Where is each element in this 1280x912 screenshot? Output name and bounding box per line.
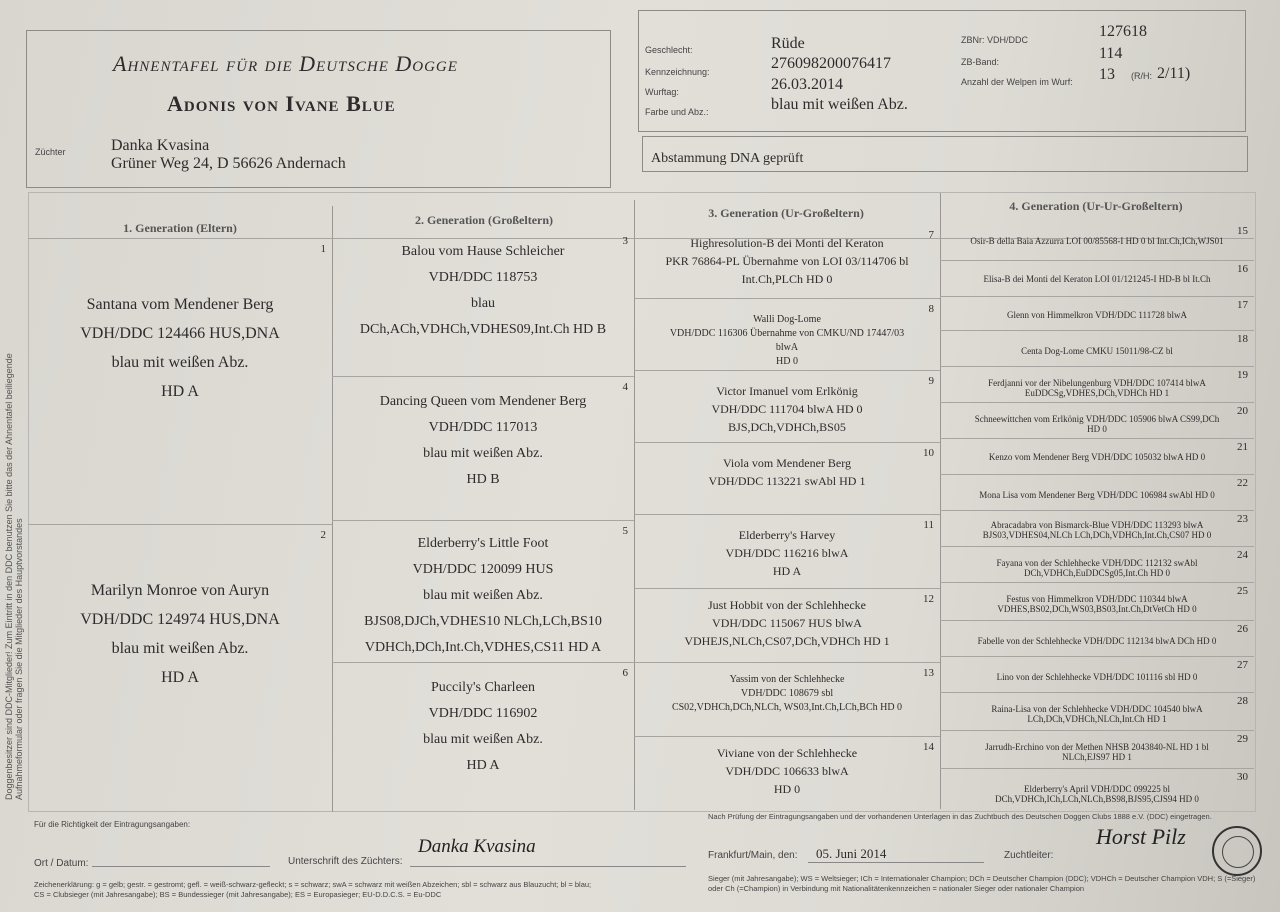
- puppies-value: 13: [1099, 66, 1115, 83]
- pedigree-entry: 26 Fabelle von der Schlehhecke VDH/DDC 112134 blwA DCh HD 0: [977, 623, 1248, 646]
- pedigree-entry: 1 Santana vom Mendener Berg VDH/DDC 124466 HUS,DNA blau mit weißen Abz. HD A: [80, 243, 326, 400]
- registrar-label: Zuchtleiter:: [1004, 850, 1054, 861]
- pedigree-entry: 28 Raina-Lisa von der Schlehhecke VDH/DDC 104540 blwA LCh,DCh,VDHCh,NLCh,Int.Ch HD 1: [991, 695, 1248, 724]
- accuracy-note: Für die Richtigkeit der Eintragungsangaben:: [34, 820, 191, 829]
- pedigree-entry: 21 Kenzo vom Mendener Berg VDH/DDC 105032 blwA HD 0: [988, 441, 1248, 462]
- legend-text-2: Sieger (mit Jahresangabe); WS = Weltsieger; ICh = Internationaler Champion; DCh = Deutscher Champion (DDC); VDHCh = Deutscher Champion VDH; S (=Sieger) oder Ch (=Champion) in Verbindung mit Nationalitätenkennzeichen = nationaler Sieger oder nationaler Champion: [708, 874, 1256, 893]
- breeder-address: Grüner Weg 24, D 56626 Andernach: [111, 155, 346, 172]
- city-date-value: 05. Juni 2014: [816, 846, 887, 861]
- generation-3-header: 3. Generation (Ur-Großeltern): [708, 206, 864, 220]
- pedigree-entry: 23 Abracadabra von Bismarck-Blue VDH/DDC 113293 blwA BJS03,VDHES04,NLCh LCh,DCh,VDHCh,Int.Ch,CS07 HD 0: [982, 513, 1248, 540]
- pedigree-entry: 10 Viola vom Mendener Berg VDH/DDC 113221 swAbl HD 1: [708, 447, 934, 488]
- pedigree-entry: 19 Ferdjanni vor der Nibelungenburg VDH/DDC 107414 blwA EuDDCSg,VDHES,DCh,VDHCh HD 1: [988, 369, 1248, 398]
- generation-1-header: 1. Generation (Eltern): [123, 221, 237, 235]
- pedigree-entry: 9 Victor Imanuel vom Erlkönig VDH/DDC 111704 blwA HD 0 BJS,DCh,VDHCh,BS05: [711, 375, 934, 434]
- place-date-label: Ort / Datum:: [34, 858, 89, 869]
- sex-value: Rüde: [771, 35, 805, 52]
- generation-2-header: 2. Generation (Großeltern): [414, 213, 554, 227]
- sex-label: Geschlecht:: [645, 45, 693, 55]
- pedigree-entry: 8 Walli Dog-Lome VDH/DDC 116306 Übernahme von CMKU/ND 17447/03 blwA HD 0: [669, 303, 934, 367]
- dog-name: Adonis von Ivane Blue: [167, 91, 396, 116]
- pedigree-entry: 22 Mona Lisa vom Mendener Berg VDH/DDC 106984 swAbl HD 0: [979, 477, 1248, 500]
- pedigree-entry: 18 Centa Dog-Lome CMKU 15011/98-CZ bl: [1021, 333, 1248, 356]
- pedigree-entry: 17 Glenn von Himmelkron VDH/DDC 111728 blwA: [1007, 299, 1248, 320]
- id-label: Kennzeichnung:: [645, 67, 710, 77]
- pedigree-entry: 11 Elderberry's Harvey VDH/DDC 116216 blwA HD A: [725, 519, 934, 578]
- club-seal-icon: [1212, 826, 1262, 876]
- pedigree-entry: 4 Dancing Queen vom Mendener Berg VDH/DDC 117013 blau mit weißen Abz. HD B: [379, 381, 628, 487]
- membership-sidebar-note: Doggenbesitzer sind DDC-Mitglieder! Zum Eintritt in den DDC benutzen Sie bitte das der Ahnentafel beiliegende Aufnahmeformular oder fragen Sie die Mitglieder des Hauptvorstandes: [4, 353, 24, 800]
- litter-date-value: 26.03.2014: [771, 76, 843, 93]
- pedigree-entry: 7 Highresolution-B dei Monti del Keraton PKR 76864-PL Übernahme von LOI 03/114706 bl Int.Ch,PLCh HD 0: [665, 229, 934, 286]
- generation-4-header: 4. Generation (Ur-Ur-Großeltern): [1009, 199, 1183, 213]
- pedigree-entry: 14 Viviane von der Schlehhecke VDH/DDC 106633 blwA HD 0: [716, 741, 934, 796]
- pedigree-entry: 12 Just Hobbit von der Schlehhecke VDH/DDC 115067 HUS blwA VDHEJS,NLCh,CS07,DCh,VDHCh HD 1: [684, 593, 934, 648]
- title-box: [26, 30, 611, 188]
- dna-note-box: [642, 136, 1248, 172]
- dna-note: Abstammung DNA geprüft: [651, 151, 804, 166]
- document-title: Ahnentafel für die Deutsche Dogge: [113, 51, 458, 76]
- registrar-signature: Horst Pilz: [1096, 824, 1186, 849]
- id-value: 276098200076417: [771, 55, 891, 72]
- zb-band-value: 114: [1099, 45, 1123, 62]
- pedigree-entry: 29 Jarrudh-Erchino von der Methen NHSB 2043840-NL HD 1 bl NLCh,EJS97 HD 1: [985, 733, 1248, 762]
- color-value: blau mit weißen Abz.: [771, 96, 908, 113]
- pedigree-entry: 3 Balou vom Hause Schleicher VDH/DDC 118753 blau DCh,ACh,VDHCh,VDHES09,Int.Ch HD B: [359, 235, 628, 337]
- pedigree-entry: 25 Festus von Himmelkron VDH/DDC 110344 blwA VDHES,BS02,DCh,WS03,BS03,Int.Ch,DtVetCh HD 0: [997, 585, 1248, 614]
- registry-note: Nach Prüfung der Eintragungsangaben und der vorhandenen Unterlagen in das Zuchtbuch des Deutschen Doggen Clubs 1888 e.V. (DDC) eingetragen.: [708, 812, 1212, 821]
- pedigree-entry: 24 Fayana von der Schlehhecke VDH/DDC 112132 swAbl DCh,VDHCh,EuDDCSg05,Int.Ch HD 0: [996, 549, 1248, 578]
- rh-label: (R/H:: [1131, 71, 1152, 81]
- pedigree-entry: 13 Yassim von der Schlehhecke VDH/DDC 108679 sbl CS02,VDHCh,DCh,NLCh, WS03,Int.Ch,LCh,BCh HD 0: [671, 667, 934, 713]
- legend-text: Zeichenerklärung: g = gelb; gestr. = gestromt; gefl. = weiß-schwarz-gefleckt; s = schwarz; swA = schwarz mit weißen Abzeichen; sbl = schwarz aus Blauzucht; bl = blau; CS = Clubsieger (mit Jahresangabe); BS = Bundessieger (mit Jahresangabe); ES = Europasieger; EU-D.D.C.S. = Eu-DDC: [34, 880, 592, 899]
- pedigree-entry: 5 Elderberry's Little Foot VDH/DDC 120099 HUS blau mit weißen Abz. BJS08,DJCh,VDHES10 NLCh,LCh,BS10 VDHCh,DCh,Int.Ch,VDHES,CS11 HD A: [364, 525, 628, 655]
- pedigree-entry: 30 Elderberry's April VDH/DDC 099225 bl DCh,VDHCh,ICh,LCh,NLCh,BS98,BJS95,CJS94 HD 0: [995, 771, 1248, 804]
- pedigree-entry: 27 Lino von der Schlehhecke VDH/DDC 101116 sbl HD 0: [996, 659, 1248, 682]
- registration-info-box: [638, 10, 1246, 132]
- breeder-name: Danka Kvasina: [111, 137, 210, 154]
- breeder-signature-label: Unterschrift des Züchters:: [288, 856, 403, 867]
- pedigree-entry: 20 Schneewittchen vom Erlkönig VDH/DDC 105906 blwA CS99,DCh HD 0: [974, 405, 1248, 434]
- zb-nr-value: 127618: [1099, 23, 1147, 40]
- pedigree-entry: 2 Marilyn Monroe von Auryn VDH/DDC 124974 HUS,DNA blau mit weißen Abz. HD A: [80, 529, 326, 686]
- zb-band-label: ZB-Band:: [961, 57, 1000, 67]
- rh-value: 2/11): [1157, 65, 1191, 82]
- zb-nr-label: ZBNr: VDH/DDC: [961, 35, 1028, 45]
- breeder-signature: Danka Kvasina: [418, 836, 536, 857]
- litter-date-label: Wurftag:: [645, 87, 679, 97]
- breeder-label: Züchter: [35, 147, 66, 157]
- pedigree-entry: 15 Osir-B della Baia Azzurra LOI 00/85568-I HD 0 bl Int.Ch,ICh,WJS01: [970, 225, 1248, 246]
- puppies-label: Anzahl der Welpen im Wurf:: [961, 77, 1073, 87]
- pedigree-entry: 6 Puccily's Charleen VDH/DDC 116902 blau mit weißen Abz. HD A: [423, 667, 628, 773]
- city-date-label: Frankfurt/Main, den:: [708, 850, 798, 861]
- pedigree-entry: 16 Elisa-B dei Monti del Keraton LOI 01/121245-I HD-B bl It.Ch: [983, 263, 1248, 284]
- color-label: Farbe und Abz.:: [645, 107, 709, 117]
